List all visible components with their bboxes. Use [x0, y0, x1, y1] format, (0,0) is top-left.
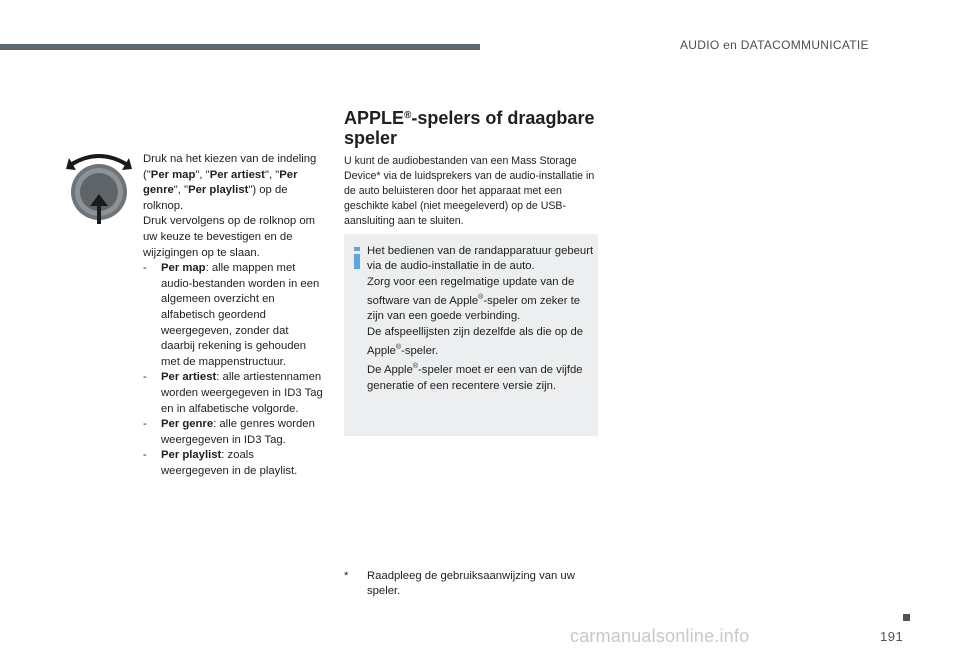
list-item: - Per artiest: alle artiestennamen worden weergegeven in ID3 Tag en in alfabetische volgorde.	[143, 371, 323, 415]
confirm-paragraph: Druk vervolgens op de rolknop om uw keuze te bevestigen en de wijzigingen op te slaan.	[143, 215, 316, 259]
rotary-knob-icon	[66, 150, 132, 226]
list-item: - Per map: alle mappen met audio-bestanden worden in een algemeen overzicht en alfabetisch geordend weergegeven, zonder dat daarbij rekening is gehouden met de mappenstructuur.	[143, 262, 320, 368]
list-item: - Per playlist: zoals weergegeven in de playlist.	[143, 449, 298, 477]
watermark: carmanualsonline.info	[570, 626, 750, 646]
footnote: * Raadpleeg de gebruiksaanwijzing van uw speler.	[344, 570, 575, 598]
intro-paragraph: Druk na het kiezen van de indeling ("Per map", "Per artiest", "Per genre", "Per playlist") op de rolknop.	[143, 153, 317, 212]
section-title: AUDIO en DATACOMMUNICATIE	[680, 38, 869, 52]
page-marker	[903, 614, 910, 621]
left-column	[143, 152, 323, 479]
list-item: - Per genre: alle genres worden weergegeven in ID3 Tag.	[143, 418, 315, 446]
header-bar	[0, 44, 480, 50]
page-number: 191	[880, 629, 904, 644]
intro-text: U kunt de audiobestanden van een Mass Storage Device* via de luidsprekers van de audio-installatie in de auto beluisteren door het apparaat met een geschikte kabel (niet meegeleverd) op de USB-aansluiting aan te sluiten.	[344, 155, 595, 227]
info-text: Het bedienen van de randapparatuur gebeurt via de audio-installatie in de auto. Zorg voor een regelmatige update van de software van de Apple®-speler om zeker te zijn van een goede verbinding. De afspeellijsten zijn dezelfde als die op de Apple®-speler. De Apple®-speler moet er een van de vijfde generatie of een recentere versie zijn.	[367, 245, 594, 392]
info-icon	[352, 247, 362, 269]
section-heading: APPLE®-spelers of draagbare speler	[344, 108, 595, 148]
